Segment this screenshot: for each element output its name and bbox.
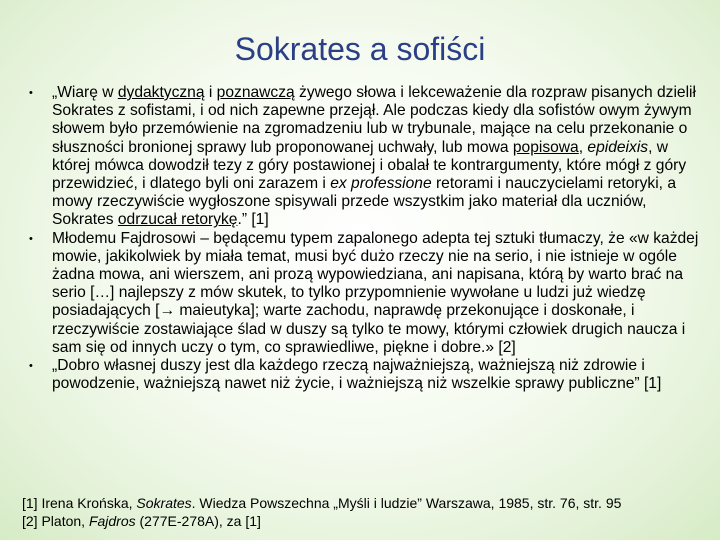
bullet-marker: • (29, 232, 33, 245)
footnote-1 (22, 494, 712, 512)
underlined-term: dydaktyczną (117, 84, 205, 101)
quote-text: i (204, 84, 217, 101)
quote-text: retorami i nauczycielami retoryki, a mowy rzeczywiście wygłoszone spisywali przede wszystkim jako materiał dla uczniów, Sokrates (52, 175, 677, 229)
underlined-term: odrzucał retorykę (117, 211, 238, 229)
underlined-term: popisowa (512, 138, 579, 156)
bullet-item-3 (29, 357, 699, 393)
bullet-marker: • (29, 360, 33, 373)
quote-text: , w której mówca dowodził tezy z góry postawionej i obalał te kontrargumenty, które mógł z góry przewidzieć, i dlatego byli oni zarazem i (52, 138, 687, 193)
italic-term: epideixis (587, 138, 649, 156)
bullet-list (29, 84, 699, 393)
footnote-title: Sokrates (136, 495, 192, 511)
slide-title: Sokrates a sofiści (234, 31, 486, 67)
footnote-title: Fajdros (88, 513, 136, 529)
footnote-text: (277E-278A), za [1] (135, 513, 261, 529)
quote-text: , (578, 138, 588, 156)
quote-text: .” [1] (237, 211, 269, 229)
footnote-text: [1] Irena Krońska, (22, 495, 137, 511)
footnotes (22, 494, 712, 530)
quote-text: żywego słowa i lekceważenie dla rozpraw pisanych dzielił Sokrates z sofistami, i od nich zapewne przejął. Ale podczas kiedy dla sofistów owym żywym słowem było przemówienie na zgromadzeniu lub w trybunale, mające na celu przekonanie o słuszności bronionej sprawy lub proponowanej uchwały, lub mowa (52, 84, 696, 156)
bullet-item-2 (29, 230, 699, 357)
bullet-marker: • (29, 87, 33, 99)
underlined-term: poznawczą (216, 84, 295, 101)
italic-term: ex professione (330, 175, 432, 193)
footnote-text: [2] Platon, (22, 513, 89, 529)
bullet-text: Młodemu Fajdrosowi – będącemu typem zapalonego adepta tej sztuki tłumaczy, że «w każdej mowie, jakikolwiek by miała temat, musi być dużo rzeczy nie na serio, i nie istnieje w ogóle żadna mowa, ani wierszem, ani prozą wypowiedziana, ani napisana, którą by warto brać na serio […] najlepszy z mów skutek, to tylko przypomnienie wywołane u ludzi już wiedzę posiadających [→ maieutyka]; warte zachodu, naprawdę przekonujące i doskonałe, i rzeczywiście zostawiające ślad w duszy są tylko te mowy, którymi człowiek drugich naucza i sam się od innych uczy o tym, co sprawiedliwe, piękne i dobre.» [2] (52, 229, 699, 356)
bullet-item-1 (29, 84, 699, 230)
footnote-2 (22, 512, 712, 530)
quote-text: „Wiarę w (52, 84, 118, 101)
footnote-text: . Wiedza Powszechna „Myśli i ludzie” Warszawa, 1985, str. 76, str. 95 (191, 495, 622, 511)
bullet-text: „Dobro własnej duszy jest dla każdego rzeczą najważniejszą, ważniejszą niż zdrowie i powodzenie, ważniejszą nawet niż życie, i ważniejszą niż wszelkie sprawy publiczne” [1] (52, 357, 662, 393)
